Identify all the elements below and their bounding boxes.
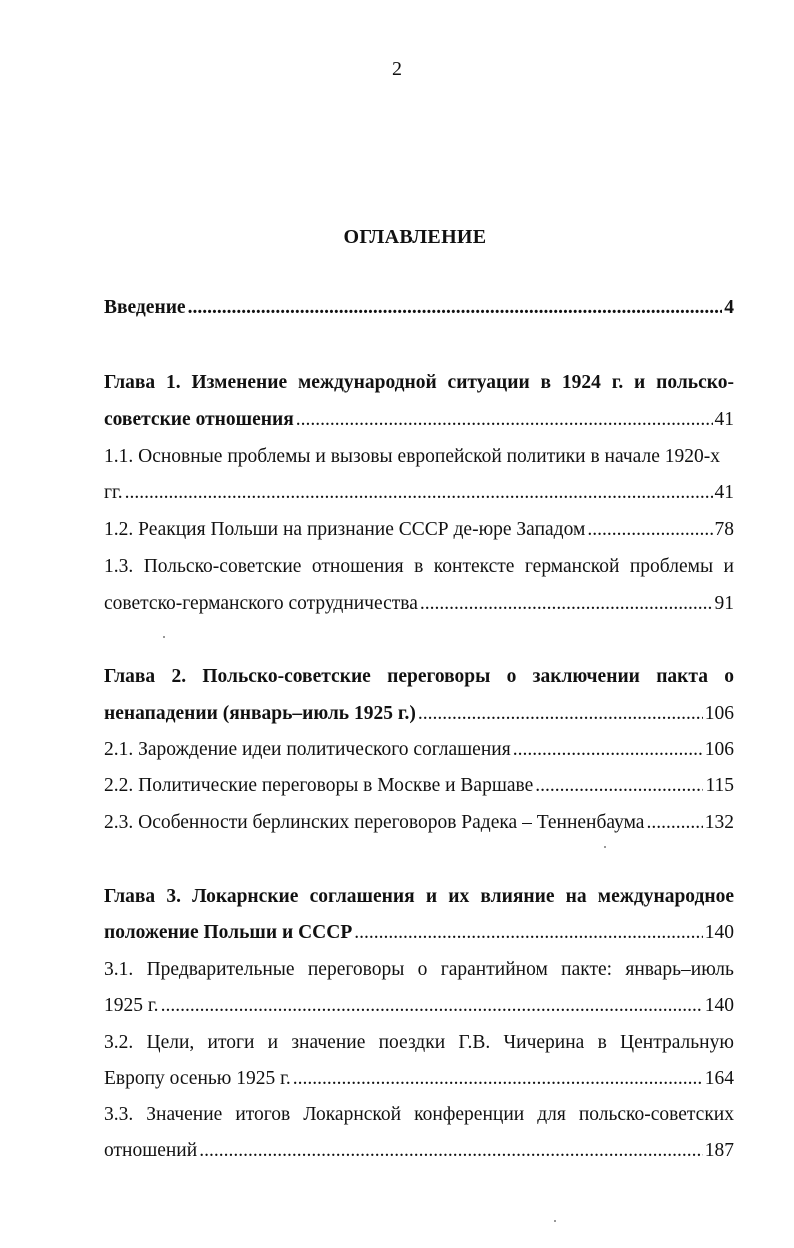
entry-page: 106 [704, 703, 734, 724]
dot-leader [188, 297, 723, 319]
section-2-1[interactable]: 2.1. Зарождение идеи политического соглашения ..... 106 [104, 739, 734, 761]
entry-page: 132 [704, 812, 734, 833]
entry-page: 41 [714, 409, 734, 430]
scan-speck [163, 636, 165, 638]
chapter-3-title-line1[interactable]: Глава 3. Локарнские соглашения и их влияние на международное [104, 886, 734, 907]
section-3-3-line2[interactable]: отношений ..... 187 [104, 1140, 734, 1162]
dot-leader [296, 409, 713, 431]
dot-leader [161, 995, 703, 1017]
toc-entry-intro[interactable] [104, 297, 734, 319]
section-1-2[interactable]: 1.2. Реакция Польши на признание СССР де-юре Западом ..... 78 [104, 519, 734, 541]
chapter-1-title-line2[interactable]: советские отношения ..... 41 [104, 409, 734, 431]
page-number: 2 [392, 58, 402, 80]
entry-page: 91 [714, 593, 734, 614]
entry-page: 4 [724, 297, 734, 318]
chapter-3-title-line2[interactable]: положение Польши и СССР ..... 140 [104, 922, 734, 944]
dot-leader [418, 703, 703, 725]
toc-title: ОГЛАВЛЕНИЕ [343, 226, 487, 248]
section-3-2-line1[interactable]: 3.2. Цели, итоги и значение поездки Г.В. Чичерина в Центральную [104, 1032, 734, 1053]
section-3-1-line1[interactable]: 3.1. Предварительные переговоры о гарантийном пакте: январь–июль [104, 959, 734, 980]
dot-leader [587, 519, 712, 541]
entry-page: 41 [714, 482, 734, 503]
dot-leader [535, 775, 703, 797]
section-1-3-line1[interactable]: 1.3. Польско-советские отношения в контексте германской проблемы и [104, 556, 734, 577]
section-2-2[interactable]: 2.2. Политические переговоры в Москве и Варшаве ..... 115 [104, 775, 734, 797]
dot-leader [420, 593, 713, 615]
section-1-1-line2[interactable]: гг. ..... 41 [104, 482, 734, 504]
entry-page: 78 [714, 519, 734, 540]
entry-page: 140 [704, 922, 734, 943]
chapter-2-title-line2[interactable]: ненападении (январь–июль 1925 г.) ..... 106 [104, 703, 734, 725]
dot-leader [293, 1068, 703, 1090]
dot-leader [199, 1140, 703, 1162]
entry-page: 187 [704, 1140, 734, 1161]
dot-leader [513, 739, 703, 761]
section-1-3-line2[interactable]: советско-германского сотрудничества ..... 91 [104, 593, 734, 615]
scan-speck [554, 1220, 556, 1222]
entry-page: 140 [704, 995, 734, 1016]
section-3-1-line2[interactable]: 1925 г. ..... 140 [104, 995, 734, 1017]
chapter-2-title-line1[interactable]: Глава 2. Польско-советские переговоры о заключении пакта о [104, 666, 734, 687]
dot-leader [646, 812, 702, 834]
entry-page: 164 [704, 1068, 734, 1089]
section-2-3[interactable]: 2.3. Особенности берлинских переговоров Радека – Тенненбаума ..... 132 [104, 812, 734, 834]
dot-leader [354, 922, 703, 944]
section-1-1-line1[interactable]: 1.1. Основные проблемы и вызовы европейской политики в начале 1920-х [104, 446, 720, 467]
entry-page: 106 [704, 739, 734, 760]
entry-page: 115 [705, 775, 734, 796]
chapter-1-title-line1[interactable]: Глава 1. Изменение международной ситуации в 1924 г. и польско- [104, 372, 734, 393]
section-3-3-line1[interactable]: 3.3. Значение итогов Локарнской конференции для польско-советских [104, 1104, 734, 1125]
section-3-2-line2[interactable]: Европу осенью 1925 г. ..... 164 [104, 1068, 734, 1090]
dot-leader [125, 482, 713, 504]
scan-speck [604, 846, 606, 848]
entry-title: Введение [104, 297, 186, 318]
